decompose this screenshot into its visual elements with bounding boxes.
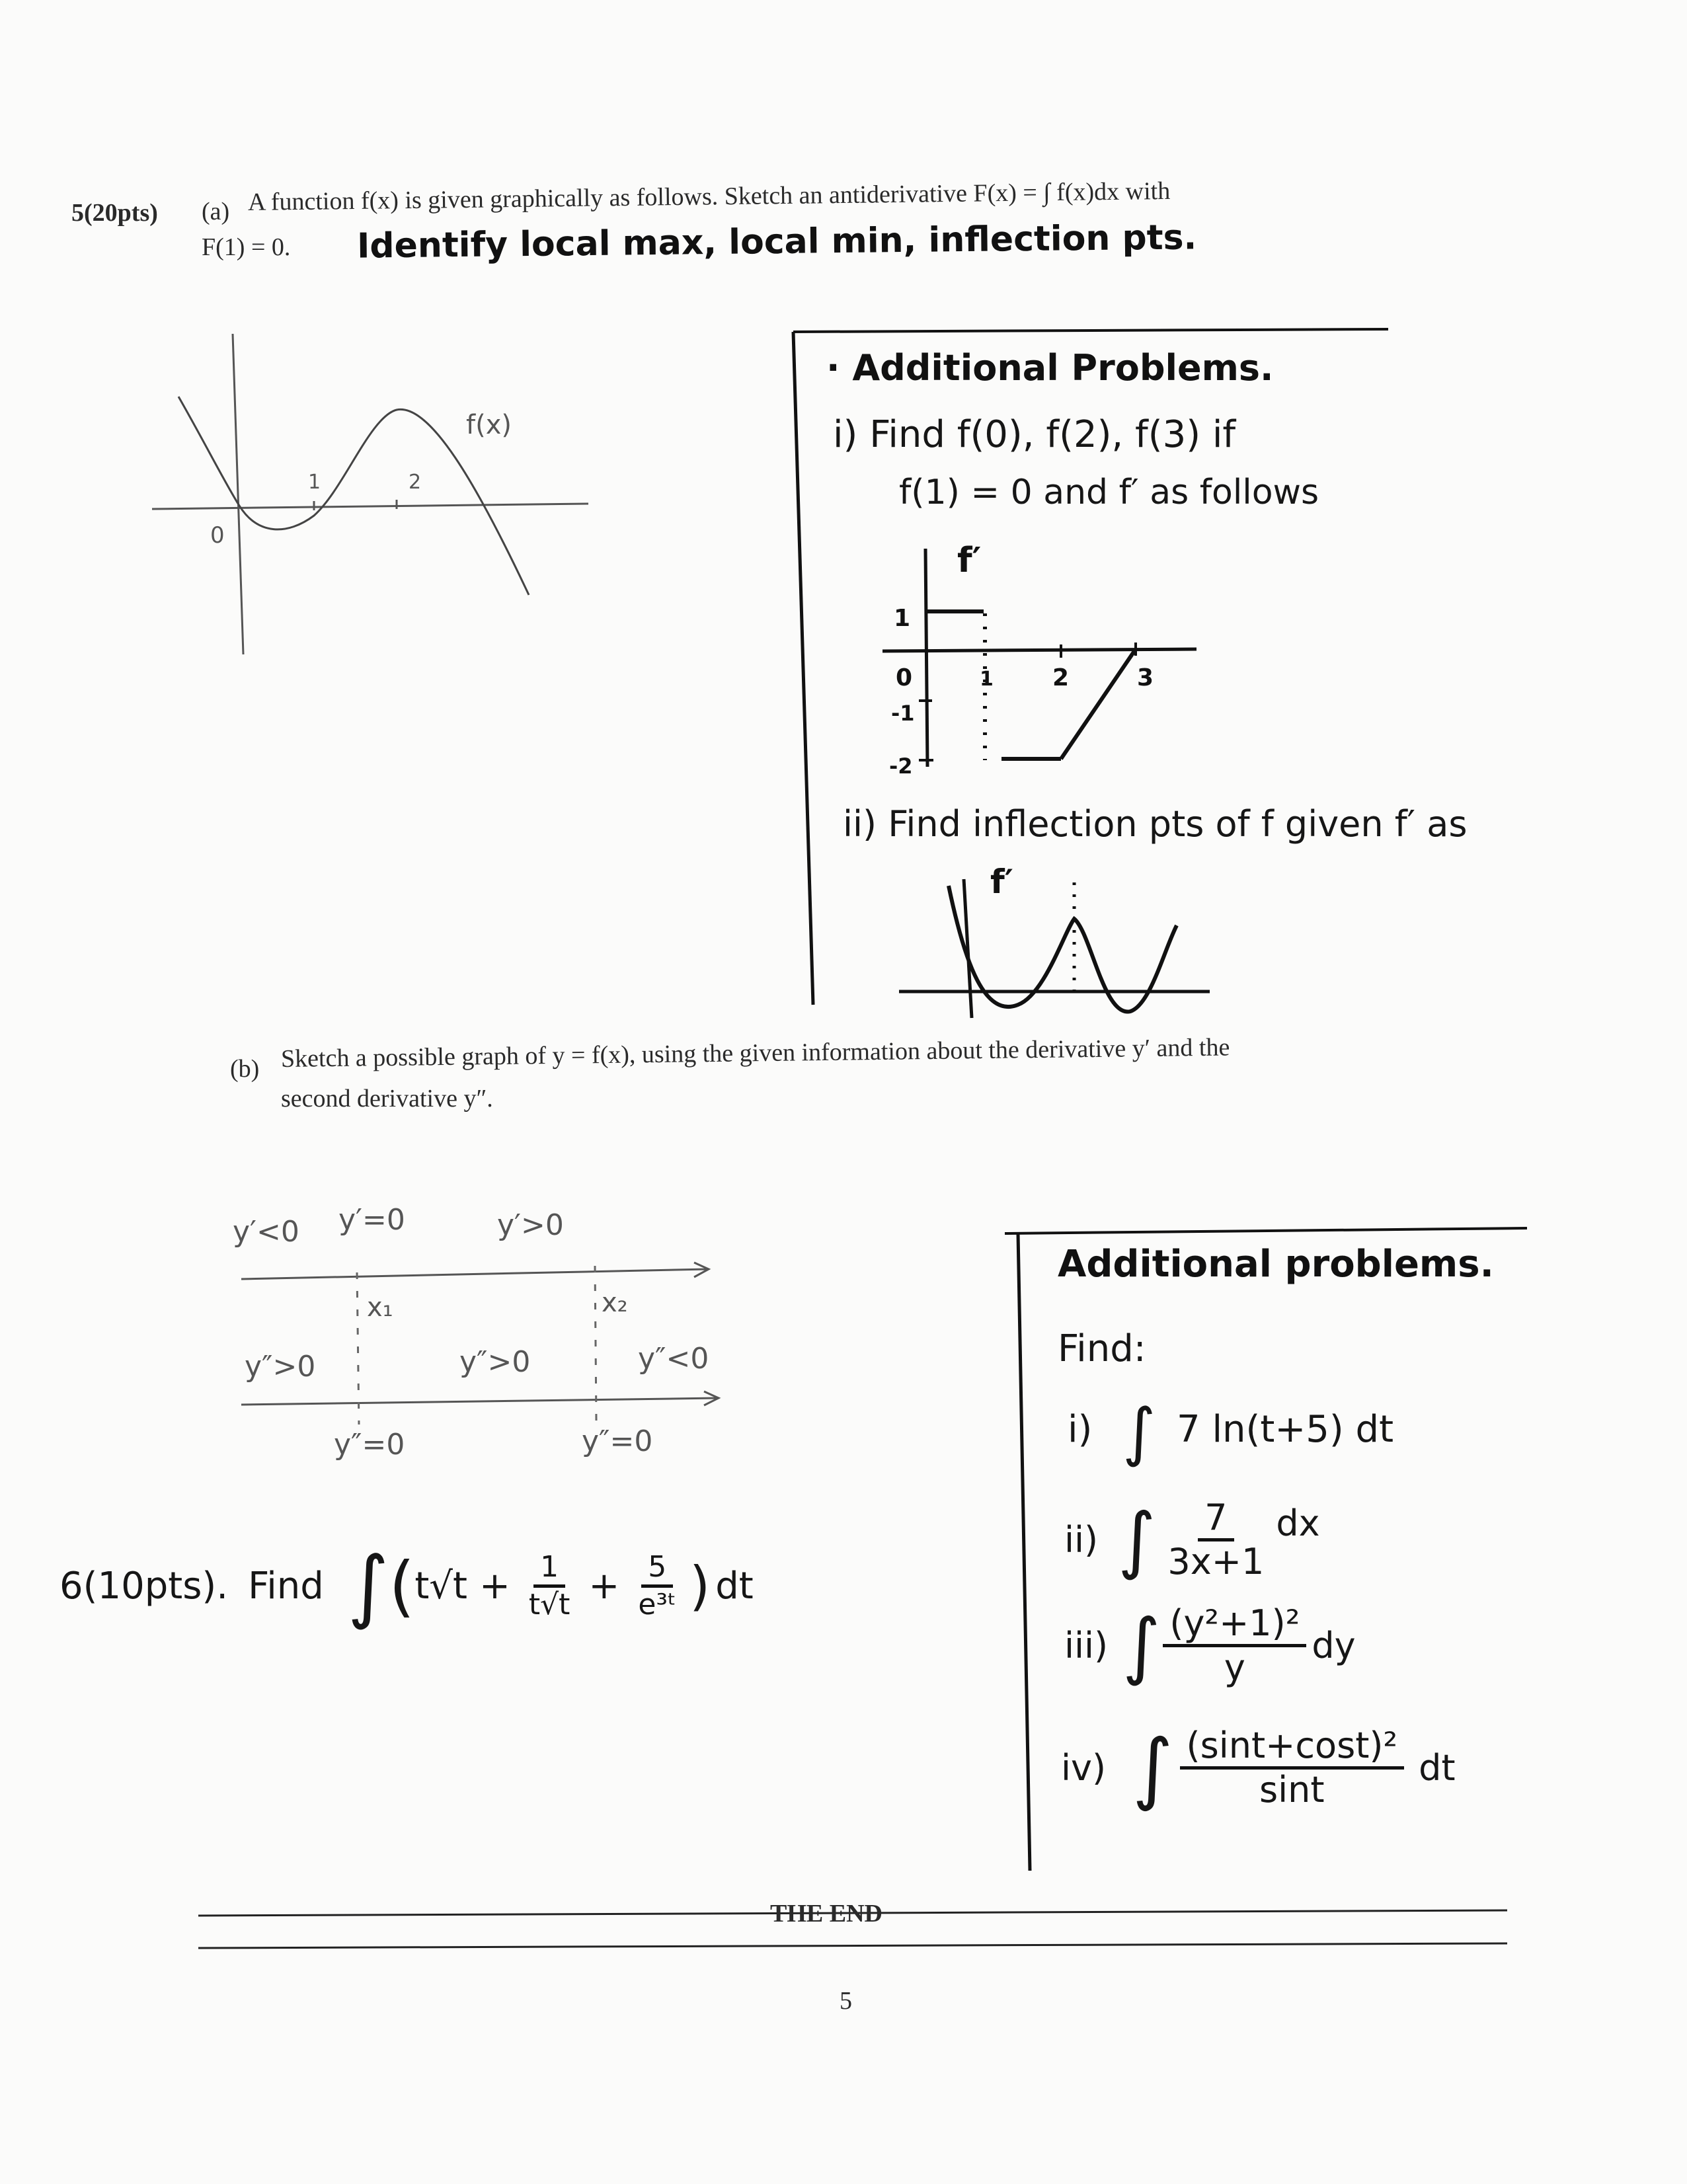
sign-label-ydd-neg: y″<0 bbox=[638, 1342, 709, 1376]
problem-6-fraction-2 bbox=[631, 1550, 683, 1621]
sign-label-yprime-pos: y′>0 bbox=[497, 1208, 564, 1242]
integral-sign-icon: ∫ bbox=[1122, 1395, 1156, 1469]
integral-iii-numerator: (y²+1)² bbox=[1163, 1606, 1306, 1647]
integral-ii-numerator: 7 bbox=[1198, 1500, 1234, 1541]
fprime-y-tick-neg1: -1 bbox=[891, 701, 915, 726]
close-paren-icon: ) bbox=[689, 1555, 711, 1617]
integral-item-iv bbox=[1061, 1722, 1456, 1813]
sign-label-x1: x₁ bbox=[367, 1292, 393, 1323]
additional-1-title: · Additional Problems. bbox=[826, 347, 1274, 389]
fprime2-label: f′ bbox=[990, 863, 1013, 901]
integral-iii-label: iii) bbox=[1064, 1624, 1109, 1666]
graph-a-curve-label: f(x) bbox=[466, 410, 512, 440]
problem-5-number: 5(20pts) bbox=[71, 199, 158, 227]
part-b-text-line2: second derivative y″. bbox=[281, 1085, 493, 1112]
graph-a-tick-label-2: 2 bbox=[409, 471, 422, 494]
integral-iv-numerator: (sint+cost)² bbox=[1180, 1728, 1405, 1770]
fprime-segment-3 bbox=[1061, 649, 1136, 759]
additional-1-item-i-line2: f(1) = 0 and f′ as follows bbox=[899, 473, 1319, 512]
integral-iii-differential: dy bbox=[1312, 1624, 1356, 1666]
part-a-handwritten-note: Identify local max, local min, inflection pts. bbox=[356, 217, 1197, 266]
fprime-y-axis bbox=[925, 549, 927, 767]
sign-label-ydd-pos-1: y″>0 bbox=[245, 1350, 316, 1384]
fprime-x-tick-0: 0 bbox=[896, 664, 913, 691]
integral-iii-fraction bbox=[1163, 1602, 1306, 1688]
problem-6-frac2-den: e³ᵗ bbox=[638, 1588, 677, 1621]
problem-6-frac1-den: t√t bbox=[528, 1588, 570, 1621]
integral-i-integrand: 7 ln(t+5) dt bbox=[1177, 1408, 1394, 1452]
problem-6-fraction-1 bbox=[522, 1550, 577, 1621]
integral-i-label: i) bbox=[1068, 1408, 1093, 1452]
part-b-label: (b) bbox=[230, 1055, 260, 1083]
graph-a-origin-label: 0 bbox=[210, 522, 225, 549]
sign-label-ydd-zero-1: y″=0 bbox=[334, 1428, 405, 1462]
fprime-x-tick-3: 3 bbox=[1137, 664, 1154, 691]
integral-sign-icon: ∫ bbox=[347, 1540, 389, 1632]
x1-dashed bbox=[357, 1272, 359, 1424]
problem-6-label: 6(10pts). bbox=[59, 1565, 229, 1608]
graph-a-fx bbox=[132, 317, 608, 661]
part-b-text-line1: Sketch a possible graph of y = f(x), using the given information about the derivative y′ and the bbox=[280, 1033, 1230, 1073]
x2-dashed bbox=[595, 1266, 596, 1421]
integral-iv-fraction bbox=[1180, 1724, 1405, 1811]
integral-iv-label: iv) bbox=[1061, 1746, 1107, 1789]
integral-ii-differential: dx bbox=[1276, 1502, 1320, 1544]
page-number: 5 bbox=[840, 1987, 852, 2015]
problem-6-frac2-num: 5 bbox=[641, 1553, 673, 1588]
additional-1-item-i-line1: i) Find f(0), f(2), f(3) if bbox=[833, 413, 1236, 456]
integral-iv-denominator: sint bbox=[1259, 1768, 1325, 1811]
sign-label-ydd-pos-2: y″>0 bbox=[459, 1345, 531, 1379]
integral-sign-icon: ∫ bbox=[1132, 1722, 1173, 1813]
sign-label-yprime-neg: y′<0 bbox=[233, 1215, 299, 1249]
fprime-x-tick-2: 2 bbox=[1052, 664, 1070, 691]
problem-6-frac1-num: 1 bbox=[533, 1553, 565, 1588]
integral-sign-icon: ∫ bbox=[1122, 1603, 1161, 1688]
additional-1-item-ii: ii) Find inflection pts of f given f′ as bbox=[843, 803, 1468, 845]
fprime-y-tick-1: 1 bbox=[894, 605, 911, 632]
problem-6-differential: dt bbox=[715, 1565, 754, 1608]
the-end: THE END bbox=[770, 1900, 883, 1928]
integral-iv-differential: dt bbox=[1419, 1746, 1456, 1789]
sign-label-yprime-zero: y′=0 bbox=[338, 1203, 405, 1237]
problem-6-term1: t√t bbox=[414, 1565, 467, 1608]
part-a-text-line2: F(1) = 0. bbox=[202, 233, 291, 261]
fprime-x-tick-1: 1 bbox=[980, 668, 994, 691]
integral-item-iii bbox=[1064, 1603, 1356, 1688]
integral-ii-denominator: 3x+1 bbox=[1167, 1540, 1265, 1582]
fprime-graph-label: f′ bbox=[957, 541, 982, 580]
sign-label-ydd-zero-2: y″=0 bbox=[582, 1424, 653, 1458]
part-a-text-line1: A function f(x) is given graphically as follows. Sketch an antiderivative F(x) = ∫ f(x)dx with bbox=[247, 176, 1171, 216]
fprime-step-graph bbox=[859, 535, 1230, 773]
fprime-y-tick-neg2: -2 bbox=[889, 754, 913, 779]
sign-label-x2: x₂ bbox=[602, 1288, 628, 1318]
integral-item-ii bbox=[1064, 1497, 1320, 1582]
problem-6-find: Find bbox=[248, 1565, 324, 1608]
additional-2-find: Find: bbox=[1058, 1327, 1146, 1370]
sign-line-2 bbox=[241, 1398, 717, 1405]
fprime-w-graph bbox=[886, 866, 1230, 1031]
graph-a-y-axis bbox=[233, 334, 243, 654]
integral-item-i bbox=[1068, 1395, 1393, 1469]
additional-2-title: Additional problems. bbox=[1058, 1243, 1494, 1286]
graph-a-x-axis bbox=[152, 504, 588, 509]
fprime-x-axis bbox=[883, 649, 1197, 651]
sign-line-1 bbox=[241, 1269, 707, 1279]
integral-ii-fraction bbox=[1161, 1496, 1271, 1582]
graph-a-tick-label-1: 1 bbox=[308, 471, 321, 494]
integral-ii-label: ii) bbox=[1064, 1518, 1099, 1561]
integral-iii-denominator: y bbox=[1224, 1646, 1245, 1688]
part-a-label: (a) bbox=[202, 198, 230, 225]
integral-sign-icon: ∫ bbox=[1118, 1497, 1156, 1582]
open-paren-icon: ( bbox=[389, 1547, 415, 1625]
problem-6: 6(10pts). Find ∫ ( t√t + $\frac{1}{t√t}$ + $\frac{5}{\text{e³ᵗ}}$ ) dt bbox=[59, 1540, 754, 1632]
